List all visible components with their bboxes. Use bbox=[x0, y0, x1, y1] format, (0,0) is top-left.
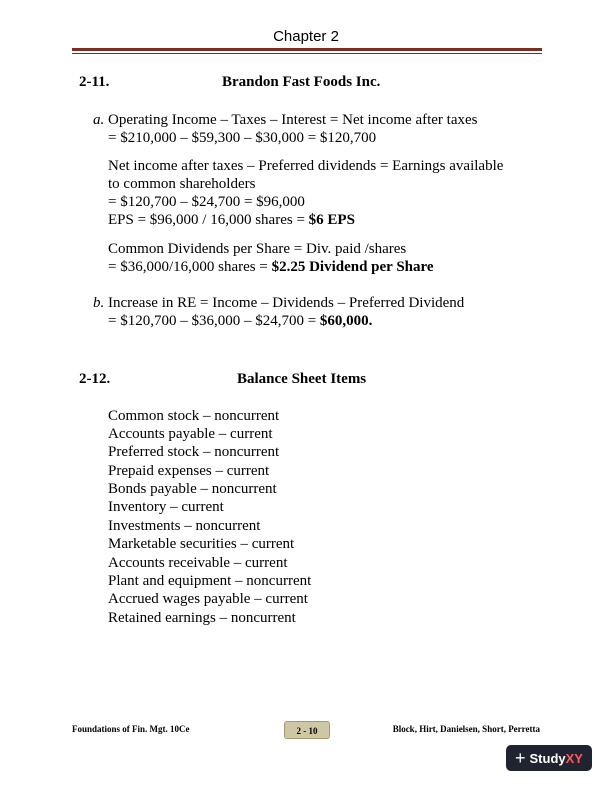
list-item: Common stock – noncurrent bbox=[108, 408, 280, 424]
list-item: Investments – noncurrent bbox=[108, 518, 261, 534]
a-line-7: Common Dividends per Share = Div. paid /shares bbox=[108, 241, 407, 257]
a-line-3: Net income after taxes – Preferred dividends = Earnings available bbox=[108, 158, 504, 174]
eps-result: $6 EPS bbox=[308, 212, 355, 228]
list-item: Inventory – current bbox=[108, 499, 224, 515]
problem-title-2-11: Brandon Fast Foods Inc. bbox=[222, 74, 381, 90]
list-item: Prepaid expenses – current bbox=[108, 463, 270, 479]
a-line-2: = $210,000 – $59,300 – $30,000 = $120,700 bbox=[108, 130, 377, 146]
a-line-1: Operating Income – Taxes – Interest = Net income after taxes bbox=[108, 112, 478, 128]
dps-result: $2.25 Dividend per Share bbox=[271, 259, 434, 275]
list-item: Marketable securities – current bbox=[108, 536, 295, 552]
a-line-4: to common shareholders bbox=[108, 176, 256, 192]
part-b-label: b. bbox=[93, 295, 105, 311]
a-line-8 bbox=[108, 258, 434, 276]
b-line-1: Increase in RE = Income – Dividends – Preferred Dividend bbox=[108, 295, 465, 311]
re-calc: = $120,700 – $36,000 – $24,700 = bbox=[108, 313, 320, 329]
page-number-badge: 2 - 10 bbox=[284, 721, 330, 739]
a-line-6 bbox=[108, 211, 355, 229]
re-result: $60,000. bbox=[319, 313, 373, 329]
list-item: Accounts receivable – current bbox=[108, 555, 288, 571]
list-item: Bonds payable – noncurrent bbox=[108, 481, 277, 497]
part-a-label: a. bbox=[93, 112, 105, 128]
header-rule-thin bbox=[72, 53, 542, 54]
list-item: Plant and equipment – noncurrent bbox=[108, 573, 312, 589]
header-rule-thick bbox=[72, 48, 542, 51]
list-item: Preferred stock – noncurrent bbox=[108, 444, 280, 460]
plus-icon: + bbox=[515, 748, 526, 768]
problem-number-2-11: 2-11. bbox=[79, 74, 110, 90]
dps-calc: = $36,000/16,000 shares = bbox=[108, 259, 272, 275]
chapter-title: Chapter 2 bbox=[273, 28, 339, 45]
studyxy-badge[interactable] bbox=[506, 745, 592, 771]
footer-authors: Block, Hirt, Danielsen, Short, Perretta bbox=[392, 724, 540, 734]
b-line-2 bbox=[108, 312, 372, 330]
list-item: Accounts payable – current bbox=[108, 426, 273, 442]
studyxy-logo-text: StudyXY bbox=[529, 750, 583, 766]
problem-title-2-12: Balance Sheet Items bbox=[237, 371, 367, 387]
a-line-5: = $120,700 – $24,700 = $96,000 bbox=[108, 194, 305, 210]
list-item: Retained earnings – noncurrent bbox=[108, 610, 296, 626]
footer-book-title: Foundations of Fin. Mgt. 10Ce bbox=[72, 724, 190, 734]
list-item: Accrued wages payable – current bbox=[108, 591, 308, 607]
problem-number-2-12: 2-12. bbox=[79, 371, 111, 387]
eps-calc: EPS = $96,000 / 16,000 shares = bbox=[108, 212, 309, 228]
